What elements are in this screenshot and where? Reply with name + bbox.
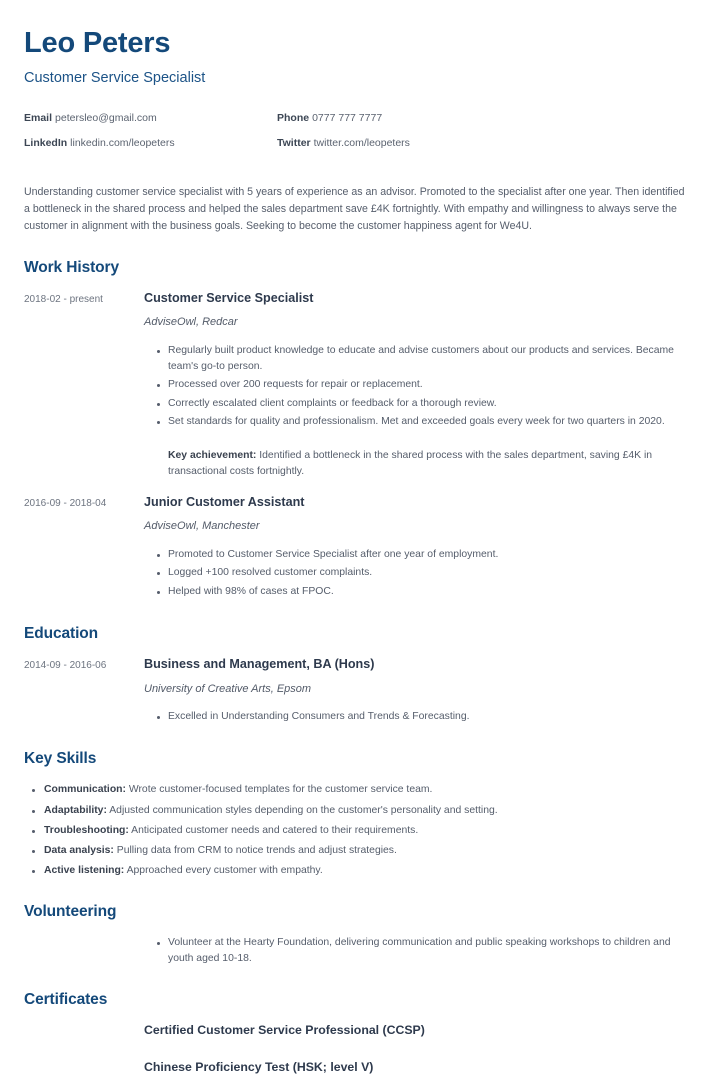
contact-email-label: Email <box>24 111 53 124</box>
skill-text: Wrote customer-focused templates for the customer service team. <box>125 784 433 796</box>
work-entry <box>24 291 698 481</box>
list-item <box>32 823 698 840</box>
list-item: Volunteer at the Hearty Foundation, delivering communication and public speaking workshops to children and youth aged 10-18. <box>157 935 698 968</box>
skill-text: Approached every customer with empathy. <box>124 865 323 877</box>
education-entry <box>24 657 698 727</box>
key-achievement-text: Identified a bottleneck in the shared process with the sales department, saving £4K in transactional costs fortnightly. <box>168 449 653 478</box>
section-volunteering <box>24 903 698 968</box>
section-work-history <box>24 259 698 602</box>
contact-linkedin-label: LinkedIn <box>24 137 68 150</box>
skill-label: Data analysis: <box>44 844 114 856</box>
contact-email-value[interactable]: petersleo@gmail.com <box>55 111 157 124</box>
contact-phone-value[interactable]: 0777 777 7777 <box>312 111 383 124</box>
contact-phone-label: Phone <box>277 111 310 124</box>
list-item <box>32 803 698 820</box>
certificates-list <box>144 1023 698 1076</box>
skill-text: Pulling data from CRM to notice trends and adjust strategies. <box>113 844 397 856</box>
skill-text: Anticipated customer needs and catered to their requirements. <box>128 824 419 836</box>
list-item: Set standards for quality and professionalism. Met and exceeded goals every week for two quarters in 2020. <box>157 414 698 430</box>
list-item: Logged +100 resolved customer complaints. <box>157 565 698 581</box>
contact-phone <box>277 112 698 126</box>
professional-summary: Understanding customer service specialist with 5 years of experience as an advisor. Promoted to the specialist after one year. Then identified a bottleneck in the shared process and helped the sales department save £4K fortnightly. With empathy and willingness to always serve the customer in alignment with the business goals. Seeking to become the customer happiness agent for We4U. <box>24 186 685 233</box>
volunteering-bullets <box>144 935 698 968</box>
contact-twitter-value[interactable]: twitter.com/leopeters <box>313 137 410 150</box>
list-item <box>32 782 698 799</box>
certificates-date-spacer <box>24 1023 144 1076</box>
list-item: Processed over 200 requests for repair or replacement. <box>157 377 698 393</box>
list-item <box>32 863 698 880</box>
list-item: Excelled in Understanding Consumers and Trends & Forecasting. <box>157 709 698 725</box>
work-entry-bullets <box>144 343 698 431</box>
work-entry-company: AdviseOwl, Manchester <box>144 520 260 533</box>
work-entry-title: Junior Customer Assistant <box>144 494 305 509</box>
work-entry-company: AdviseOwl, Redcar <box>144 316 238 329</box>
list-item: Regularly built product knowledge to educate and advise customers about our products and services. Became team's go-to person. <box>157 343 698 376</box>
skill-label: Adaptability: <box>44 804 107 816</box>
resume-header <box>24 28 698 88</box>
education-entry-body <box>144 657 698 727</box>
skill-label: Active listening: <box>44 865 125 877</box>
skill-label: Communication: <box>44 784 126 796</box>
list-item: Promoted to Customer Service Specialist after one year of employment. <box>157 547 698 563</box>
section-title-education: Education <box>24 625 99 643</box>
work-entry-date: 2018-02 - present <box>24 293 103 305</box>
section-key-skills <box>24 750 698 879</box>
work-entry-body <box>144 291 698 481</box>
certificate-item: Certified Customer Service Professional (CCSP) <box>144 1022 425 1037</box>
skill-text: Adjusted communication styles depending on the customer's personality and setting. <box>106 804 498 816</box>
section-certificates <box>24 991 698 1076</box>
contact-twitter <box>277 137 698 151</box>
certificate-item: Chinese Proficiency Test (HSK; level V) <box>144 1060 374 1075</box>
work-entry-body <box>144 495 698 602</box>
contact-linkedin-value[interactable]: linkedin.com/leopeters <box>70 137 175 150</box>
section-education <box>24 625 698 727</box>
contact-details <box>24 112 698 151</box>
work-entry <box>24 495 698 602</box>
education-entry-degree: Business and Management, BA (Hons) <box>144 657 375 672</box>
key-skills-list <box>24 782 698 879</box>
skill-label: Troubleshooting: <box>44 824 129 836</box>
list-item <box>32 843 698 860</box>
education-entry-date: 2014-09 - 2016-06 <box>24 660 107 672</box>
contact-email <box>24 112 277 126</box>
education-entry-institution: University of Creative Arts, Epsom <box>144 682 312 695</box>
volunteering-date-spacer <box>24 935 144 968</box>
professional-headline: Customer Service Specialist <box>24 70 206 87</box>
contact-twitter-label: Twitter <box>277 137 311 150</box>
education-entry-bullets <box>144 709 698 725</box>
volunteering-block <box>24 935 698 968</box>
page-title: Leo Peters <box>24 27 171 59</box>
list-item: Helped with 98% of cases at FPOC. <box>157 584 698 600</box>
work-entry-title: Customer Service Specialist <box>144 290 314 305</box>
work-entry-bullets <box>144 547 698 600</box>
section-title-key-skills: Key Skills <box>24 750 97 768</box>
key-achievement-label: Key achievement: <box>168 449 257 461</box>
work-entry-date: 2016-09 - 2018-04 <box>24 497 107 509</box>
section-title-certificates: Certificates <box>24 990 108 1008</box>
section-title-work-history: Work History <box>24 258 119 276</box>
certificates-block <box>24 1023 698 1076</box>
key-achievement <box>144 448 698 481</box>
contact-linkedin <box>24 137 277 151</box>
list-item: Correctly escalated client complaints or feedback for a thorough review. <box>157 396 698 412</box>
section-title-volunteering: Volunteering <box>24 902 117 920</box>
